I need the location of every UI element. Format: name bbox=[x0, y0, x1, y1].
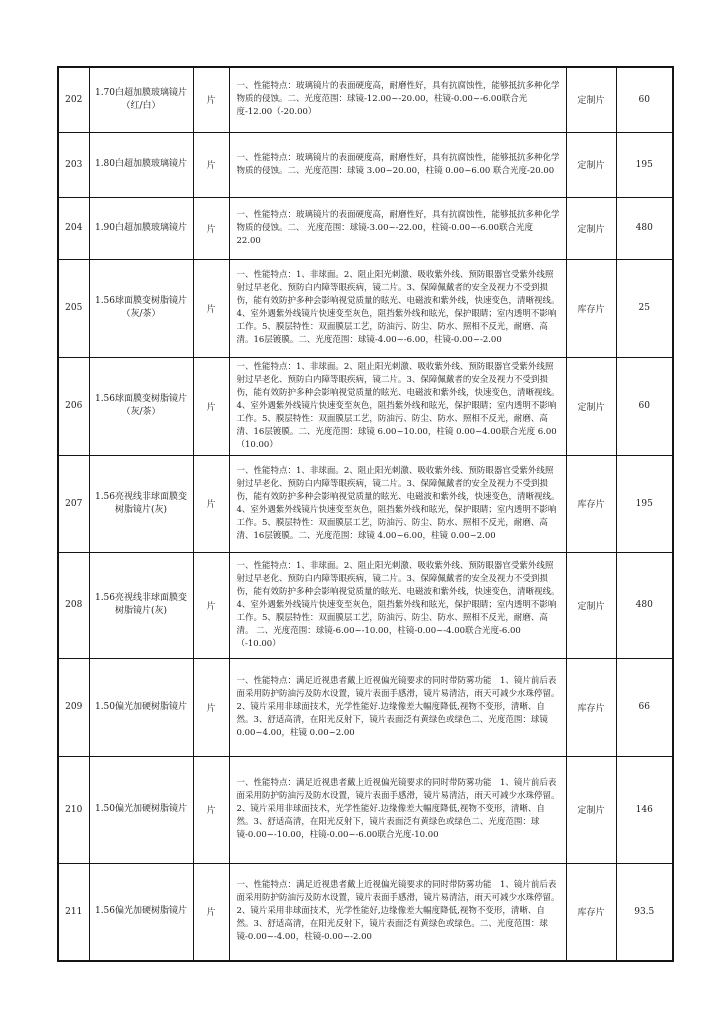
row-number: 210 bbox=[58, 756, 89, 863]
unit: 片 bbox=[193, 197, 229, 259]
product-name: 1.50偏光加硬树脂镜片 bbox=[89, 658, 193, 756]
row-number: 203 bbox=[58, 132, 89, 197]
table-row bbox=[58, 132, 673, 197]
spec-description: 一、性能特点：玻璃镜片的表面硬度高，耐磨性好，具有抗腐蚀性，能够抵抗多种化学物质的侵蚀。二、 光度范围：球镜-3.00~-22.00，柱镜-0.00~-6.00联合光度 22.00 bbox=[229, 197, 566, 259]
stock-type: 库存片 bbox=[566, 455, 616, 552]
product-name: 1.56偏光加硬树脂镜片 bbox=[89, 863, 193, 961]
price: 66 bbox=[616, 658, 673, 756]
stock-type: 定制片 bbox=[566, 132, 616, 197]
unit: 片 bbox=[193, 552, 229, 658]
price: 195 bbox=[616, 132, 673, 197]
row-number: 207 bbox=[58, 455, 89, 552]
unit: 片 bbox=[193, 756, 229, 863]
unit: 片 bbox=[193, 132, 229, 197]
table-row bbox=[58, 863, 673, 961]
spec-description: 一、性能特点：玻璃镜片的表面硬度高，耐磨性好，具有抗腐蚀性，能够抵抗多种化学物质的侵蚀。二、光度范围：球镜-12.00~-20.00，柱镜-0.00~-6.00联合光度-12.00（-20.00） bbox=[229, 67, 566, 132]
stock-type: 定制片 bbox=[566, 197, 616, 259]
product-name: 1.90白超加膜玻璃镜片 bbox=[89, 197, 193, 259]
spec-description: 一、性能特点：玻璃镜片的表面硬度高，耐磨性好，具有抗腐蚀性，能够抵抗多种化学物质的侵蚀。二、光度范围：球镜 3.00~20.00，柱镜 0.00~6.00 联合光度-20.00 bbox=[229, 132, 566, 197]
stock-type: 定制片 bbox=[566, 357, 616, 455]
stock-type: 定制片 bbox=[566, 552, 616, 658]
unit: 片 bbox=[193, 357, 229, 455]
price: 60 bbox=[616, 357, 673, 455]
spec-description: 一、性能特点：1、非球面。2、阻止阳光刺激、吸收紫外线、预防眼器官受紫外线照射过早老化、预防白内障等眼疾病，镜二片。3、保障佩戴者的安全及视力不受到损伤，能有效防护多种会影响视觉质量的眩光、电磁波和紫外线，快速变色，清晰视线。4、室外遇紫外线镜片快速变至灰色，阻挡紫外线和眩光，保护眼睛；室内透明不影响工作。5、膜层特性：双面膜层工艺，防油污、防尘、防水、照相不反光，耐磨、高清、16层镀膜。二、光度范围：球镜 4.00~6.00，柱镜 0.00~2.00 bbox=[229, 455, 566, 552]
price: 480 bbox=[616, 197, 673, 259]
product-name: 1.56亮视线非球面膜变树脂镜片(灰) bbox=[89, 552, 193, 658]
stock-type: 库存片 bbox=[566, 863, 616, 961]
stock-type: 库存片 bbox=[566, 259, 616, 357]
unit: 片 bbox=[193, 67, 229, 132]
row-number: 204 bbox=[58, 197, 89, 259]
unit: 片 bbox=[193, 658, 229, 756]
product-name: 1.80白超加膜玻璃镜片 bbox=[89, 132, 193, 197]
row-number: 208 bbox=[58, 552, 89, 658]
spec-description: 一、性能特点：满足近视患者戴上近视偏光镜要求的同时带防雾功能 1、镜片前后表面采用防护防油污及防水设置，镜片表面手感滑，镜片易清洁，雨天可减少水珠停留。2、镜片采用非球面技术，光学性能好.边缘像差大幅度降低,视物不变形，清晰、自然。3、舒适高清，在阳光反射下，镜片表面泛有黄绿色或绿色二、光度范围：球镜-0.00~-10.00，柱镜-0.00~-6.00联合光度-10.00 bbox=[229, 756, 566, 863]
spec-description: 一、性能特点：1、非球面。2、阻止阳光刺激、吸收紫外线、预防眼器官受紫外线照射过早老化、预防白内障等眼疾病，镜二片。3、保障佩戴者的安全及视力不受到损伤，能有效防护多种会影响视觉质量的眩光、电磁波和紫外线，快速变色，清晰视线。4、室外遇紫外线镜片快速变至灰色，阻挡紫外线和眩光，保护眼睛；室内透明不影响工作。5、膜层特性：双面膜层工艺，防油污、防尘、防水、照相不反光，耐磨、高清。16层镀膜。二、光度范围：球镜-4.00~-6.00，柱镜-0.00~-2.00 bbox=[229, 259, 566, 357]
product-name: 1.70白超加膜玻璃镜片（红/白） bbox=[89, 67, 193, 132]
spec-description: 一、性能特点：满足近视患者戴上近视偏光镜要求的同时带防雾功能 1、镜片前后表面采用防护防油污及防水设置，镜片表面手感滑，镜片易清洁，雨天可减少水珠停留。2、镜片采用非球面技术，光学性能好,边缘像差大幅度降低,视物不变形，清晰、自然。3、舒适高清，在阳光反射下，镜片表面泛有黄绿色或绿色。二、光度范围：球镜-0.00~-4.00，柱镜-0.00~-2.00 bbox=[229, 863, 566, 961]
spec-description: 一、性能特点：1、非球面。2、阻止阳光刺激、吸收紫外线、预防眼器官受紫外线照射过早老化、预防白内障等眼疾病，镜二片。3、保障佩戴者的安全及视力不受到损伤，能有效防护多种会影响视觉质量的眩光、电磁波和紫外线，快速变色，清晰视线。4、室外遇紫外线镜片快速变至灰色，阻挡紫外线和眩光，保护眼睛；室内透明不影响工作。5、膜层特性：双面膜层工艺，防油污、防尘、防水、照相不反光，耐磨、高清。 二、光度范围：球镜-6.00~-10.00，柱镜-0.00~-4.00联合光度-6.00（-10.00） bbox=[229, 552, 566, 658]
unit: 片 bbox=[193, 455, 229, 552]
product-name: 1.56球面膜变树脂镜片（灰/茶） bbox=[89, 357, 193, 455]
price: 480 bbox=[616, 552, 673, 658]
row-number: 205 bbox=[58, 259, 89, 357]
table-row bbox=[58, 67, 673, 132]
table-row bbox=[58, 658, 673, 756]
table-row bbox=[58, 259, 673, 357]
table-row bbox=[58, 357, 673, 455]
price: 195 bbox=[616, 455, 673, 552]
lens-price-table bbox=[57, 66, 674, 962]
row-number: 209 bbox=[58, 658, 89, 756]
table-row bbox=[58, 552, 673, 658]
row-number: 211 bbox=[58, 863, 89, 961]
stock-type: 库存片 bbox=[566, 658, 616, 756]
price: 60 bbox=[616, 67, 673, 132]
row-number: 206 bbox=[58, 357, 89, 455]
stock-type: 定制片 bbox=[566, 756, 616, 863]
product-name: 1.50偏光加硬树脂镜片 bbox=[89, 756, 193, 863]
product-name: 1.56亮视线非球面膜变树脂镜片(灰) bbox=[89, 455, 193, 552]
table-row bbox=[58, 197, 673, 259]
product-name: 1.56球面膜变树脂镜片（灰/茶） bbox=[89, 259, 193, 357]
price: 146 bbox=[616, 756, 673, 863]
price: 93.5 bbox=[616, 863, 673, 961]
spec-description: 一、性能特点：1、非球面。2、阻止阳光刺激、吸收紫外线、预防眼器官受紫外线照射过早老化、预防白内障等眼疾病，镜二片。3、保障佩戴者的安全及视力不受到损伤，能有效防护多种会影响视觉质量的眩光、电磁波和紫外线，快速变色，清晰视线。4、室外遇紫外线镜片快速变至灰色，阻挡紫外线和眩光，保护眼睛；室内透明不影响工作。5、膜层特性：双面膜层工艺，防油污、防尘、防水、照相不反光，耐磨、高清、16层镀膜。二、光度范围：球镜 6.00~10.00，柱镜 0.00~4.00联合光度 6.00（10.00） bbox=[229, 357, 566, 455]
unit: 片 bbox=[193, 863, 229, 961]
spec-description: 一、性能特点：满足近视患者戴上近视偏光镜要求的同时带防雾功能 1、镜片前后表面采用防护防油污及防水设置，镜片表面手感滑，镜片易清洁，雨天可减少水珠停留。2、镜片采用非球面技术，光学性能好.边缘像差大幅度降低,视物不变形，清晰、自然。3、舒适高清，在阳光反射下，镜片表面泛有黄绿色或绿色二、光度范围：球镜 0.00~4.00，柱镜 0.00~2.00 bbox=[229, 658, 566, 756]
price: 25 bbox=[616, 259, 673, 357]
unit: 片 bbox=[193, 259, 229, 357]
table-row bbox=[58, 756, 673, 863]
row-number: 202 bbox=[58, 67, 89, 132]
table-row bbox=[58, 455, 673, 552]
stock-type: 定制片 bbox=[566, 67, 616, 132]
lens-price-table-body bbox=[58, 67, 673, 961]
